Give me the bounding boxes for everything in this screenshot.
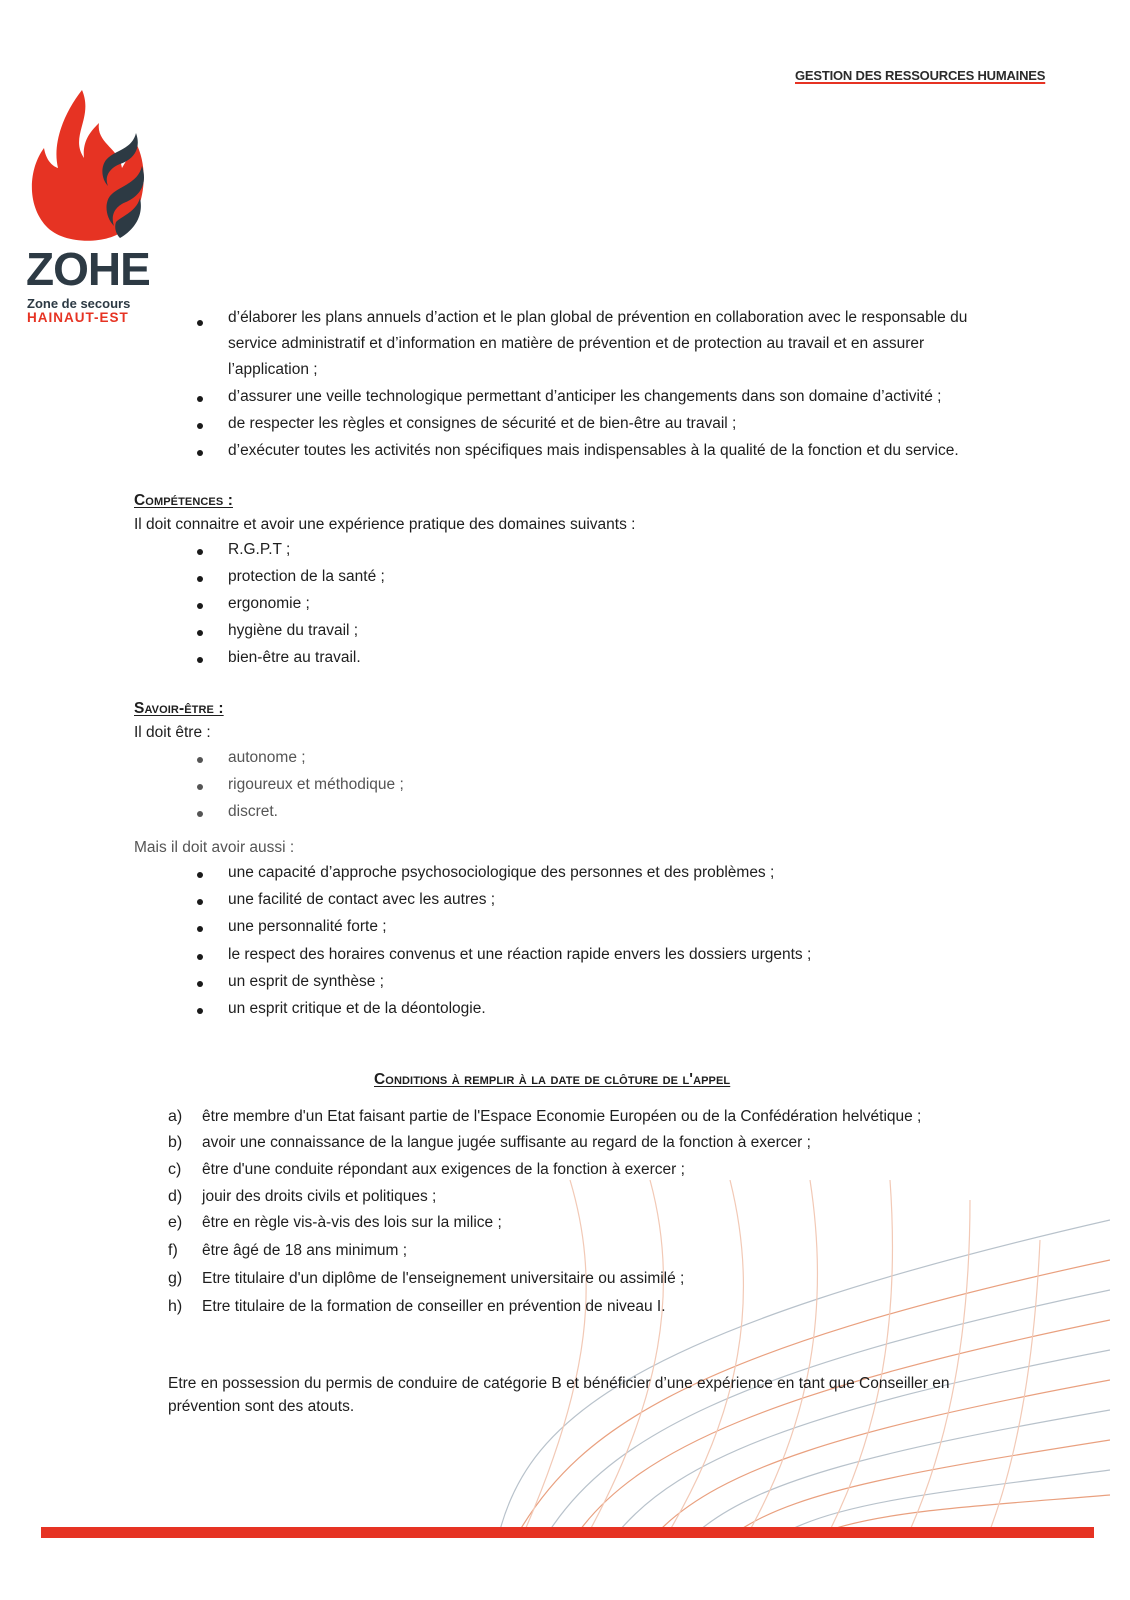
list-item: protection de la santé ; xyxy=(228,568,385,585)
list-item: d’exécuter toutes les activités non spécifiques mais indispensables à la qualité de la fonction et du service. xyxy=(228,442,959,459)
bullet-icon xyxy=(197,423,203,429)
list-item: une facilité de contact avec les autres ; xyxy=(228,891,496,908)
bullet-icon xyxy=(197,549,203,555)
bullet-icon xyxy=(197,926,203,932)
section-intro: Il doit être : xyxy=(134,724,211,741)
section-heading: Savoir-être : xyxy=(134,700,224,717)
bullet-icon xyxy=(197,899,203,905)
list-item: Etre titulaire de la formation de conseiller en prévention de niveau I. xyxy=(202,1298,666,1315)
list-letter: h) xyxy=(168,1298,183,1315)
logo-region: HAINAUT-EST xyxy=(27,310,129,325)
paragraph-line: prévention sont des atouts. xyxy=(168,1398,355,1415)
list-item: être âgé de 18 ans minimum ; xyxy=(202,1242,408,1259)
list-item: discret. xyxy=(228,803,278,820)
list-item: l’application ; xyxy=(228,361,318,378)
bullet-icon xyxy=(197,320,203,326)
list-item: autonome ; xyxy=(228,749,306,766)
list-letter: a) xyxy=(168,1108,183,1125)
list-letter: f) xyxy=(168,1242,178,1259)
document-header-title: GESTION DES RESSOURCES HUMAINES xyxy=(795,68,1046,83)
list-item: bien-être au travail. xyxy=(228,649,361,666)
list-item: un esprit de synthèse ; xyxy=(228,973,384,990)
list-item: ergonomie ; xyxy=(228,595,310,612)
list-item: être d'une conduite répondant aux exigences de la fonction à exercer ; xyxy=(202,1161,685,1178)
logo-wordmark: ZOHE xyxy=(26,243,150,295)
footer-bar xyxy=(41,1527,1094,1538)
list-item: être membre d'un Etat faisant partie de l'Espace Economie Européen ou de la Confédération helvétique ; xyxy=(202,1108,922,1125)
bullet-icon xyxy=(197,811,203,817)
list-item: une capacité d’approche psychosociologique des personnes et des problèmes ; xyxy=(228,864,775,881)
list-letter: d) xyxy=(168,1188,183,1205)
bullet-icon xyxy=(197,981,203,987)
section-heading: Compétences : xyxy=(134,492,233,509)
list-item: Etre titulaire d'un diplôme de l'enseignement universitaire ou assimilé ; xyxy=(202,1270,685,1287)
bullet-icon xyxy=(197,657,203,663)
list-item: R.G.P.T ; xyxy=(228,541,291,558)
list-item: de respecter les règles et consignes de sécurité et de bien-être au travail ; xyxy=(228,415,737,432)
bullet-icon xyxy=(197,872,203,878)
list-item: un esprit critique et de la déontologie. xyxy=(228,1000,486,1017)
list-item: le respect des horaires convenus et une réaction rapide envers les dossiers urgents ; xyxy=(228,946,812,963)
list-letter: b) xyxy=(168,1134,183,1151)
list-letter: c) xyxy=(168,1161,182,1178)
list-item: jouir des droits civils et politiques ; xyxy=(202,1188,437,1205)
list-item: une personnalité forte ; xyxy=(228,918,387,935)
list-item: service administratif et d’information en matière de prévention et de protection au travail et en assurer xyxy=(228,335,925,352)
list-letter: g) xyxy=(168,1270,183,1287)
list-item: d’élaborer les plans annuels d’action et le plan global de prévention en collaboration avec le responsable du xyxy=(228,309,968,326)
bullet-icon xyxy=(197,603,203,609)
bullet-icon xyxy=(197,576,203,582)
list-item: d’assurer une veille technologique permettant d’anticiper les changements dans son domaine d’activité ; xyxy=(228,388,942,405)
decorative-curves xyxy=(470,1180,1110,1540)
bullet-icon xyxy=(197,784,203,790)
list-item: être en règle vis-à-vis des lois sur la milice ; xyxy=(202,1214,502,1231)
bullet-icon xyxy=(197,954,203,960)
flame-logo-icon xyxy=(24,88,154,248)
bullet-icon xyxy=(197,630,203,636)
section-heading: Conditions à remplir à la date de clôture de l'appel xyxy=(374,1071,731,1088)
list-item: avoir une connaissance de la langue jugée suffisante au regard de la fonction à exercer ; xyxy=(202,1134,811,1151)
paragraph-line: Etre en possession du permis de conduire de catégorie B et bénéficier d’une expérience en tant que Conseiller en xyxy=(168,1375,950,1392)
bullet-icon xyxy=(197,396,203,402)
zohe-logo xyxy=(24,88,154,333)
list-item: hygiène du travail ; xyxy=(228,622,359,639)
list-item: rigoureux et méthodique ; xyxy=(228,776,404,793)
section-intro: Mais il doit avoir aussi : xyxy=(134,839,295,856)
bullet-icon xyxy=(197,1008,203,1014)
section-intro: Il doit connaitre et avoir une expérience pratique des domaines suivants : xyxy=(134,516,636,533)
list-letter: e) xyxy=(168,1214,183,1231)
logo-subtitle: Zone de secours xyxy=(27,296,131,311)
bullet-icon xyxy=(197,757,203,763)
bullet-icon xyxy=(197,450,203,456)
